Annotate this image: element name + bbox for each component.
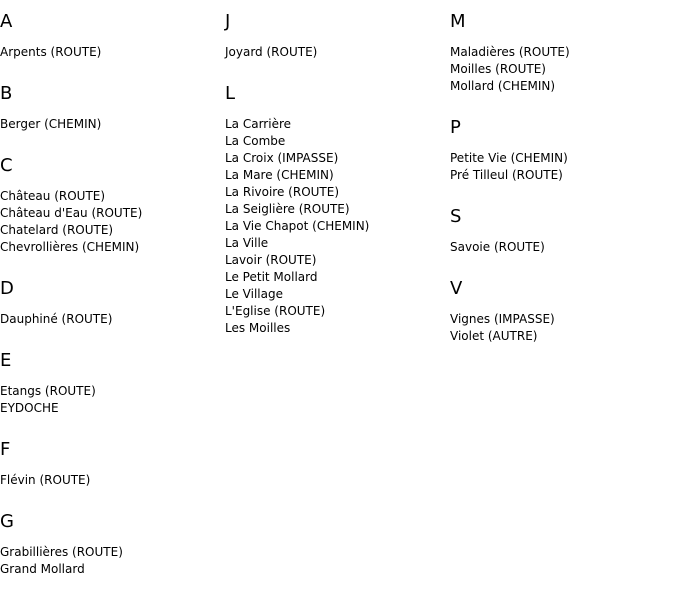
street-link[interactable]: Petite Vie (CHEMIN) <box>450 151 568 165</box>
letter-heading: J <box>225 11 231 32</box>
letter-group <box>225 11 450 61</box>
street-link[interactable]: Joyard (ROUTE) <box>225 45 318 59</box>
street-link[interactable]: Berger (CHEMIN) <box>0 117 102 131</box>
street-link[interactable]: La Vie Chapot (CHEMIN) <box>225 219 370 233</box>
letter-heading: D <box>0 278 14 299</box>
letter-group <box>450 206 675 256</box>
letter-heading: V <box>450 278 463 299</box>
street-link[interactable]: Moilles (ROUTE) <box>450 62 546 76</box>
street-link[interactable]: Le Petit Mollard <box>225 270 318 284</box>
letter-group <box>0 155 225 256</box>
street-link[interactable]: Savoie (ROUTE) <box>450 240 545 254</box>
street-link[interactable]: Vignes (IMPASSE) <box>450 312 555 326</box>
street-link[interactable]: EYDOCHE <box>0 401 59 415</box>
street-link[interactable]: La Carrière <box>225 117 292 131</box>
street-column <box>0 11 225 600</box>
street-column <box>225 11 450 359</box>
street-link[interactable]: Dauphiné (ROUTE) <box>0 312 113 326</box>
street-link[interactable]: La Rivoire (ROUTE) <box>225 185 340 199</box>
street-link[interactable]: La Combe <box>225 134 286 148</box>
street-link[interactable]: Maladières (ROUTE) <box>450 45 570 59</box>
street-link[interactable]: Mollard (CHEMIN) <box>450 79 556 93</box>
letter-heading: F <box>0 439 11 460</box>
letter-group <box>450 278 675 345</box>
letter-group <box>450 11 675 95</box>
street-link[interactable]: Lavoir (ROUTE) <box>225 253 317 267</box>
letter-group <box>0 11 225 61</box>
street-link[interactable]: L'Eglise (ROUTE) <box>225 304 326 318</box>
letter-heading: C <box>0 155 13 176</box>
letter-heading: E <box>0 350 12 371</box>
street-link[interactable]: Château d'Eau (ROUTE) <box>0 206 143 220</box>
street-link[interactable]: Flévin (ROUTE) <box>0 473 91 487</box>
street-link[interactable]: Arpents (ROUTE) <box>0 45 102 59</box>
letter-group <box>450 117 675 184</box>
letter-group <box>0 511 225 578</box>
street-link[interactable]: Le Village <box>225 287 283 301</box>
letter-heading: S <box>450 206 462 227</box>
letter-group <box>0 83 225 133</box>
letter-heading: L <box>225 83 236 104</box>
letter-heading: B <box>0 83 13 104</box>
street-link[interactable]: La Seiglière (ROUTE) <box>225 202 350 216</box>
letter-heading: G <box>0 511 14 532</box>
street-link[interactable]: Chatelard (ROUTE) <box>0 223 114 237</box>
street-link[interactable]: Grand Mollard <box>0 562 85 576</box>
street-link[interactable]: Château (ROUTE) <box>0 189 106 203</box>
street-link[interactable]: Pré Tilleul (ROUTE) <box>450 168 563 182</box>
street-link[interactable]: La Croix (IMPASSE) <box>225 151 339 165</box>
letter-group <box>0 439 225 489</box>
letter-heading: A <box>0 11 13 32</box>
street-link[interactable]: Chevrollières (CHEMIN) <box>0 240 140 254</box>
letter-group <box>0 350 225 417</box>
street-column <box>450 11 675 367</box>
street-link[interactable]: Grabillières (ROUTE) <box>0 545 123 559</box>
street-link[interactable]: La Mare (CHEMIN) <box>225 168 334 182</box>
street-link[interactable]: La Ville <box>225 236 269 250</box>
letter-group <box>0 278 225 328</box>
letter-group <box>225 83 450 337</box>
letter-heading: M <box>450 11 466 32</box>
street-link[interactable]: Etangs (ROUTE) <box>0 384 96 398</box>
letter-heading: P <box>450 117 461 138</box>
street-link[interactable]: Violet (AUTRE) <box>450 329 538 343</box>
street-link[interactable]: Les Moilles <box>225 321 291 335</box>
